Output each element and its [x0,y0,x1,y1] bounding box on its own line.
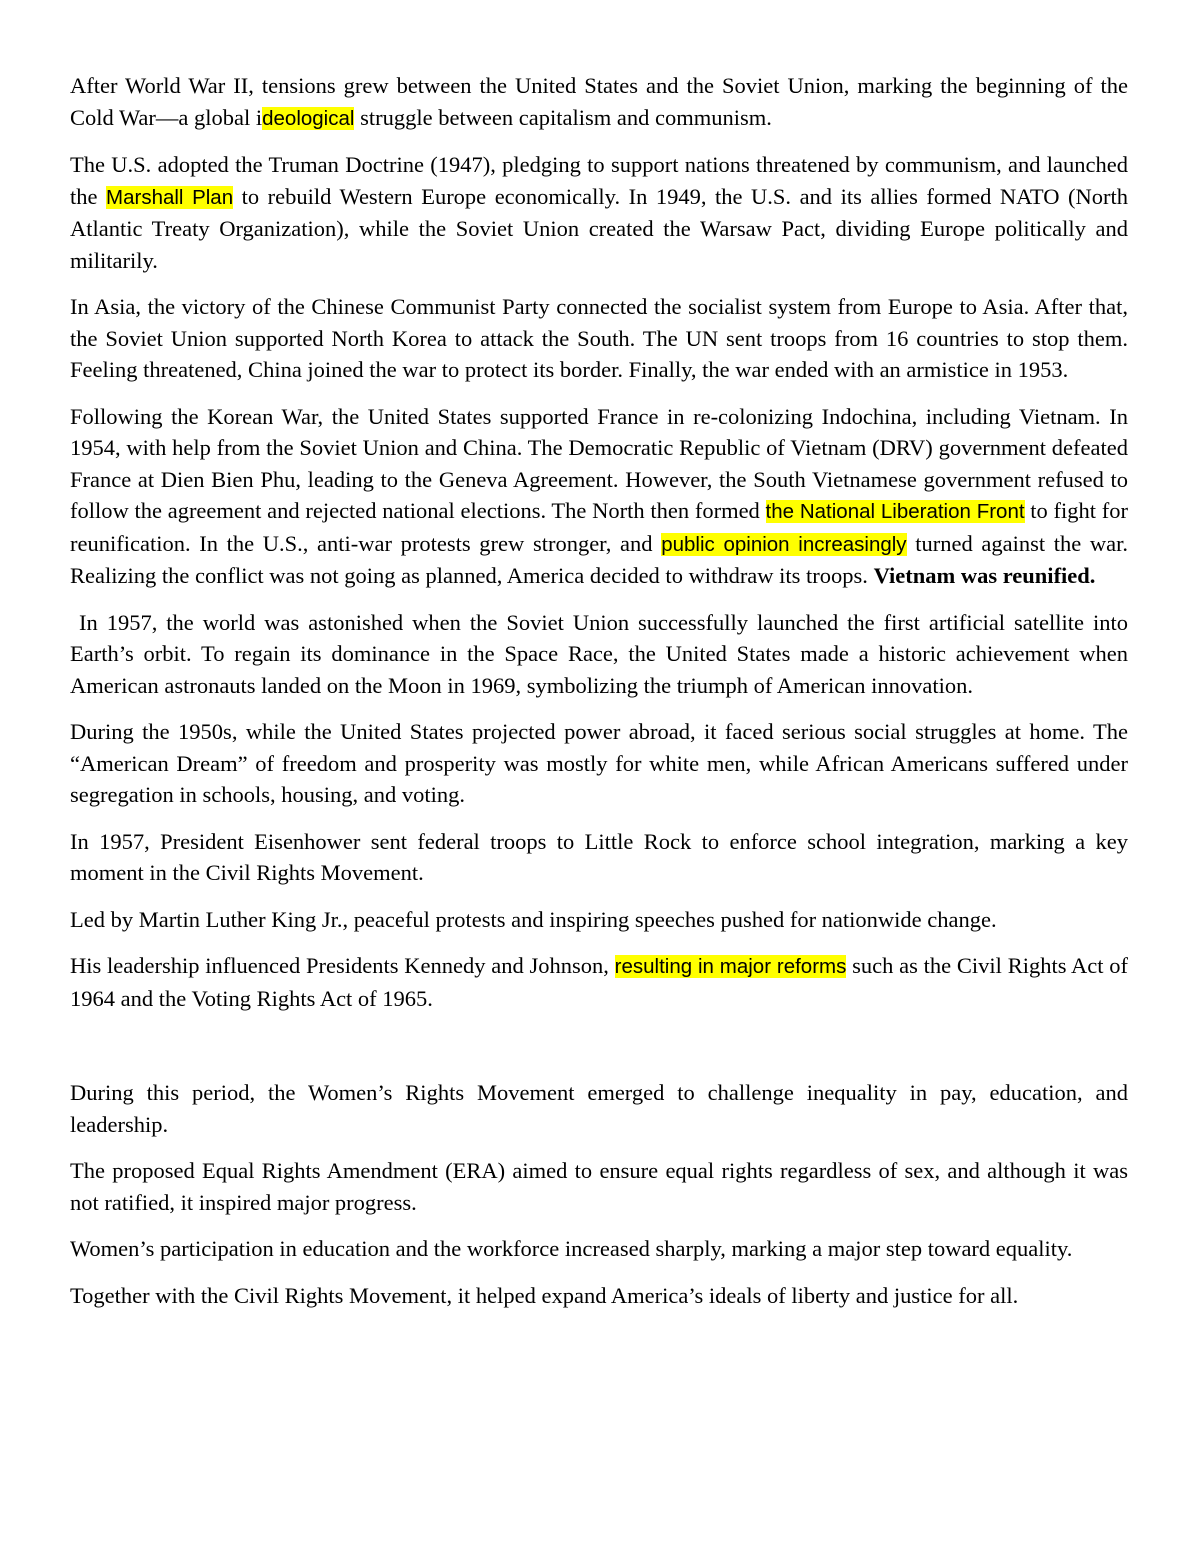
paragraph [70,607,1128,702]
text-run: Together with the Civil Rights Movement, it helped expand America’s ideals of liberty and justice for all. [70,1282,1019,1308]
text-run: In 1957, the world was astonished when the Soviet Union successfully launched the first artificial satellite into Earth’s orbit. To regain its dominance in the Space Race, the United States made a historic achievement when American astronauts landed on the Moon in 1969, symbolizing the triumph of American innovation. [70,609,1128,698]
highlighted-text: Marshall Plan [106,185,234,209]
text-run: to rebuild Western Europe economically. In 1949, the U.S. and its allies formed NATO (North Atlantic Treaty Organization), while the Soviet Union created the Warsaw Pact, dividing Europe politically and militarily. [70,183,1128,273]
text-run: During the 1950s, while the United States projected power abroad, it faced serious social struggles at home. The “American Dream” of freedom and prosperity was mostly for white men, while African Americans suffered under segregation in schools, housing, and voting. [70,719,1128,807]
paragraph [70,1280,1128,1312]
text-run: struggle between capitalism and communism. [354,104,772,130]
text-run: such as the Civil Rights Act of 1964 and the Voting Rights Act of 1965. [70,953,1128,1011]
text-run: After World War II, tensions grew between the United States and the Soviet Union, marking the beginning of the Cold War—a global i [70,73,1128,130]
paragraph [70,1155,1128,1218]
paragraph [70,716,1128,811]
blank-line [70,1029,1128,1077]
document-page [70,70,1128,1326]
paragraph [70,70,1128,134]
paragraph [70,149,1128,276]
text-run: turned against the war. Realizing the conflict was not going as planned, America decided to withdraw its troops. [70,530,1128,588]
highlighted-text: public opinion increasingly [661,532,907,556]
text-run: Led by Martin Luther King Jr., peaceful protests and inspiring speeches pushed for nationwide change. [70,906,997,932]
text-run: His leadership influenced Presidents Kennedy and Johnson, [70,953,615,978]
highlighted-text: resulting in major reforms [614,955,847,978]
highlighted-text: deological [262,106,355,130]
paragraph [70,1233,1128,1265]
text-run: In Asia, the victory of the Chinese Communist Party connected the socialist system from Europe to Asia. After that, the Soviet Union supported North Korea to attack the South. The UN sent troops from 16 countries to stop them. Feeling threatened, China joined the war to protect its border. Finally, the war ended with an armistice in 1953. [70,294,1128,382]
text-run: Following the Korean War, the United States supported France in re-colonizing Indochina, including Vietnam. In 1954, with help from the Soviet Union and China. The Democratic Republic of Vietnam (DRV) government defeated France at Dien Bien Phu, leading to the Geneva Agreement. However, the South Vietnamese government refused to follow the agreement and rejected national elections. The North then formed [70,403,1128,523]
paragraph [70,291,1128,386]
paragraph [70,1077,1128,1140]
paragraph [70,401,1128,592]
text-run: to fight for reunification. In the U.S., anti-war protests grew stronger, and [70,498,1129,556]
paragraph [70,950,1128,1014]
text-run: The proposed Equal Rights Amendment (ERA) aimed to ensure equal rights regardless of sex, and although it was not ratified, it inspired major progress. [70,1158,1128,1215]
highlighted-text: the National Liberation Front [765,500,1025,523]
bold-text: Vietnam was reunified. [873,563,1096,588]
text-run: Women’s participation in education and the workforce increased sharply, marking a major step toward equality. [70,1236,1073,1261]
text-run: In 1957, President Eisenhower sent federal troops to Little Rock to enforce school integration, marking a key moment in the Civil Rights Movement. [70,828,1128,885]
text-run: During this period, the Women’s Rights Movement emerged to challenge inequality in pay, education, and leadership. [70,1080,1128,1137]
text-run: The U.S. adopted the Truman Doctrine (1947), pledging to support nations threatened by communism, and launched the [70,152,1128,209]
paragraph [70,826,1128,889]
paragraph [70,904,1128,936]
